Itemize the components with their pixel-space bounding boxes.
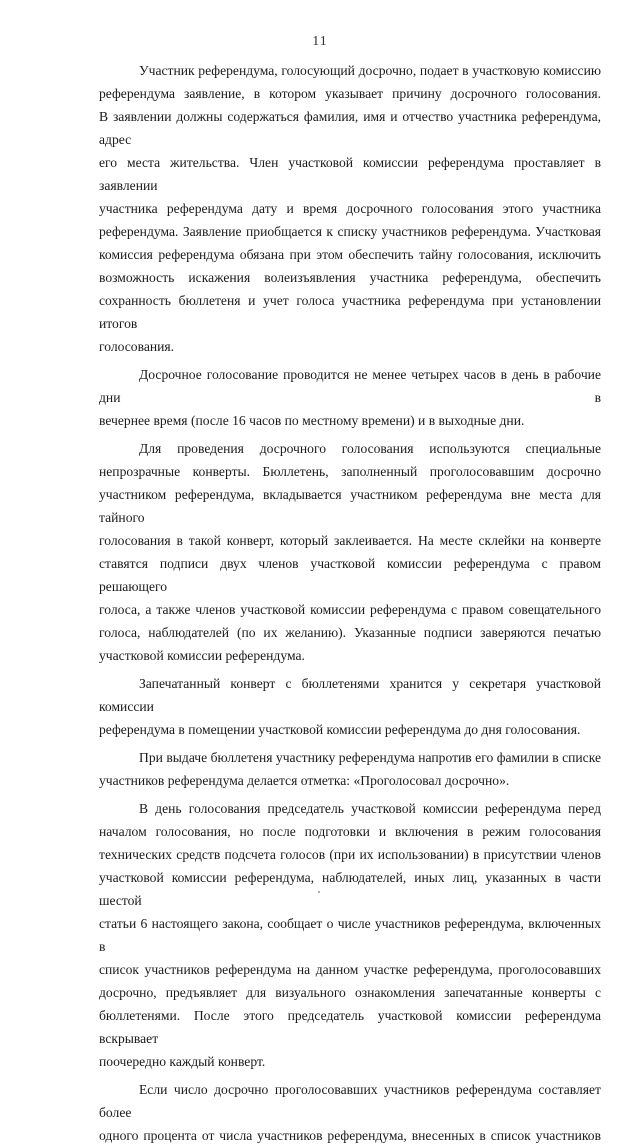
page-number: 11 bbox=[312, 34, 328, 49]
scan-speck bbox=[318, 891, 320, 893]
text-line: референдума в помещении участковой комиссии референдума до дня голосования. bbox=[99, 722, 581, 737]
text-line: голосования. bbox=[99, 339, 175, 354]
text-line: В заявлении должны содержаться фамилия, имя и отчество участника референдума, адрес bbox=[99, 109, 601, 147]
text-line: статьи 6 настоящего закона, сообщает о числе участников референдума, включенных в bbox=[99, 916, 601, 954]
text-line: Если число досрочно проголосовавших участников референдума составляет более bbox=[99, 1082, 601, 1120]
text-line: участника референдума дату и время досрочного голосования этого участника bbox=[99, 201, 601, 216]
text-line: непрозрачные конверты. Бюллетень, заполненный проголосовавшим досрочно bbox=[99, 464, 601, 479]
paragraph-sealed-envelope-storage bbox=[99, 672, 601, 741]
text-line: участником референдума, вкладывается участником референдума вне места для тайного bbox=[99, 487, 601, 525]
paragraph-early-voting-application bbox=[99, 59, 601, 358]
paragraph-voting-day-procedure bbox=[99, 797, 601, 1073]
text-line: его места жительства. Член участковой комиссии референдума проставляет в заявлении bbox=[99, 155, 601, 193]
text-line: одного процента от числа участников референдума, внесенных в список участников bbox=[99, 1128, 601, 1143]
paragraph-voter-list-mark bbox=[99, 746, 601, 792]
paragraph-early-voting-hours bbox=[99, 363, 601, 432]
paragraph-percentage-rule bbox=[99, 1078, 601, 1147]
text-line: Досрочное голосование проводится не менее четырех часов в день в рабочие дни в bbox=[99, 367, 601, 405]
text-line: досрочно, предъявляет для визуального ознакомления запечатанные конверты с bbox=[99, 985, 601, 1000]
text-line: голоса, наблюдателей (по их желанию). Указанные подписи заверяются печатью bbox=[99, 625, 601, 640]
text-line: Для проведения досрочного голосования используются специальные bbox=[139, 441, 601, 456]
text-line: референдума заявление, в котором указывает причину досрочного голосования. bbox=[99, 86, 601, 101]
text-line: началом голосования, но после подготовки и включения в режим голосования bbox=[99, 824, 601, 839]
text-line: голосования в такой конверт, который заклеивается. На месте склейки на конверте bbox=[99, 533, 601, 548]
text-line: бюллетенями. После этого председатель участковой комиссии референдума вскрывает bbox=[99, 1008, 601, 1046]
text-line: В день голосования председатель участковой комиссии референдума перед bbox=[139, 801, 601, 816]
text-line: голоса, а также членов участковой комиссии референдума с правом совещательного bbox=[99, 602, 601, 617]
text-line: ставятся подписи двух членов участковой комиссии референдума с правом решающего bbox=[99, 556, 601, 594]
text-line: список участников референдума на данном участке референдума, проголосовавших bbox=[99, 962, 601, 977]
text-line: вечернее время (после 16 часов по местному времени) и в выходные дни. bbox=[99, 413, 525, 428]
document-body bbox=[99, 59, 601, 1147]
text-line: участников референдума делается отметка: «Проголосовал досрочно». bbox=[99, 773, 510, 788]
text-line: референдума. Заявление приобщается к списку участников референдума. Участковая bbox=[99, 224, 601, 239]
text-line: участковой комиссии референдума, наблюдателей, иных лиц, указанных в части шестой bbox=[99, 870, 601, 908]
text-line: сохранность бюллетеня и учет голоса участника референдума при установлении итогов bbox=[99, 293, 601, 331]
text-line: технических средств подсчета голосов (при их использовании) в присутствии членов bbox=[99, 847, 601, 862]
text-line: возможность искажения волеизъявления участника референдума, обеспечить bbox=[99, 270, 601, 285]
text-line: комиссия референдума обязана при этом обеспечить тайну голосования, исключить bbox=[99, 247, 601, 262]
text-line: Участник референдума, голосующий досрочно, подает в участковую комиссию bbox=[139, 63, 601, 78]
text-line: Запечатанный конверт с бюллетенями хранится у секретаря участковой комиссии bbox=[99, 676, 601, 714]
text-line: При выдаче бюллетеня участнику референдума напротив его фамилии в списке bbox=[139, 750, 601, 765]
paragraph-envelopes bbox=[99, 437, 601, 667]
text-line: поочередно каждый конверт. bbox=[99, 1054, 266, 1069]
text-line: участковой комиссии референдума. bbox=[99, 648, 305, 663]
